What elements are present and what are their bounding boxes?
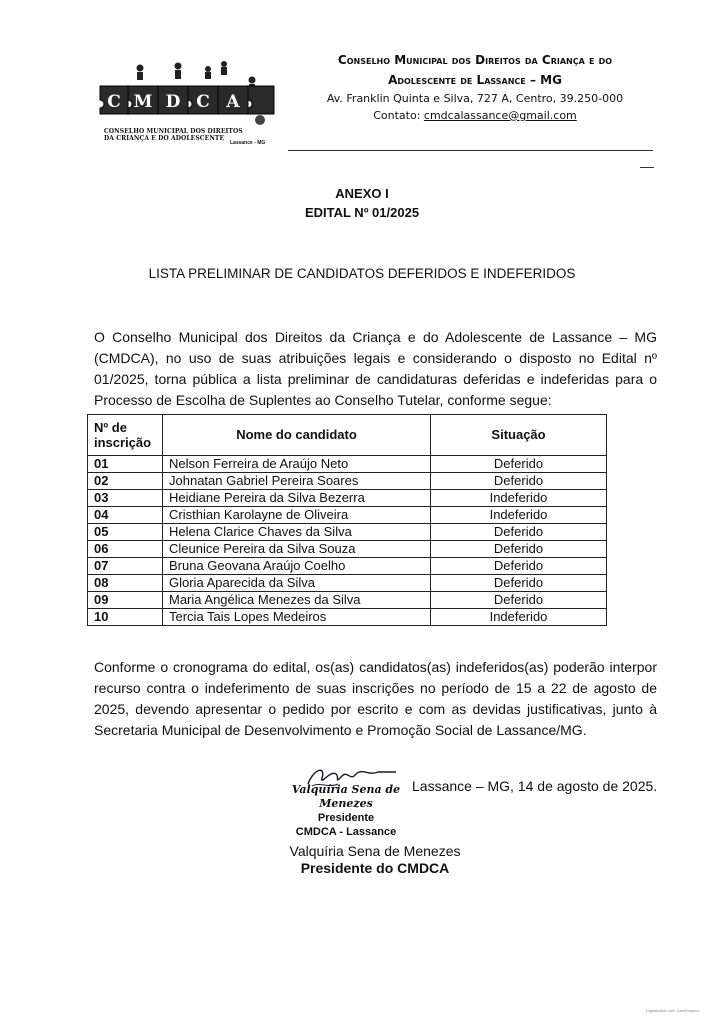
row-name: Gloria Aparecida da Silva: [163, 575, 431, 592]
header-divider: [288, 150, 653, 151]
stamp-name: Valquíria Sena de Menezes: [291, 783, 401, 810]
table-row: [88, 456, 607, 473]
letterhead-title-line1: Conselho Municipal dos Direitos da Criança e do: [337, 53, 613, 67]
logo-city: Lassance - MG: [230, 140, 266, 146]
date-line: Lassance – MG, 14 de agosto de 2025.: [412, 778, 658, 794]
logo-letter-1: C: [107, 92, 121, 112]
table-header-row: [88, 415, 607, 456]
table-row: [88, 592, 607, 609]
row-status: Deferido: [431, 592, 607, 609]
header-number-line1: Nº de: [94, 420, 127, 435]
header-divider-dash: [640, 167, 654, 168]
stamp-role: Presidente: [317, 812, 375, 824]
scanner-watermark: Digitalizado com CamScanner: [646, 1008, 700, 1013]
letterhead-address: Av. Franklin Quinta e Silva, 727 A, Centro, 39.250-000: [326, 92, 624, 105]
row-number: 05: [88, 524, 163, 541]
row-status: Deferido: [431, 524, 607, 541]
table-row: [88, 490, 607, 507]
table-row: [88, 609, 607, 626]
row-status: Deferido: [431, 473, 607, 490]
table-row: [88, 473, 607, 490]
edital-heading: EDITAL Nº 01/2025: [304, 205, 420, 220]
logo-caption-line1: CONSELHO MUNICIPAL DOS DIREITOS: [104, 128, 243, 135]
logo-letter-5: A: [226, 92, 240, 112]
president-stamp: [276, 783, 416, 839]
row-status: Indeferido: [431, 507, 607, 524]
logo-caption-line2: DA CRIANÇA E DO ADOLESCENTE: [104, 135, 225, 142]
stamp-org: CMDCA - Lassance: [295, 826, 397, 838]
contact-email-link[interactable]: cmdcalassance@gmail.com: [423, 109, 577, 122]
logo-letter-3: D: [165, 92, 181, 112]
annex-heading: ANEXO I: [335, 186, 389, 201]
table-row: [88, 524, 607, 541]
row-number: 06: [88, 541, 163, 558]
row-name: Heidiane Pereira da Silva Bezerra: [163, 490, 431, 507]
header-status: Situação: [431, 415, 607, 456]
signatory-role: Presidente do CMDCA: [300, 860, 450, 876]
letterhead-contact: [300, 107, 650, 124]
row-status: Indeferido: [431, 490, 607, 507]
table-row: [88, 575, 607, 592]
list-title: LISTA PRELIMINAR DE CANDIDATOS DEFERIDOS E INDEFERIDOS: [148, 266, 576, 281]
row-name: Tercia Tais Lopes Medeiros: [163, 609, 431, 626]
header-number-line2: inscrição: [94, 435, 152, 450]
signatory-name: Valquíria Sena de Menezes: [289, 843, 461, 859]
row-number: 08: [88, 575, 163, 592]
logo-letter-4: C: [196, 92, 210, 112]
candidates-table: [87, 414, 607, 626]
row-name: Bruna Geovana Araújo Coelho: [163, 558, 431, 575]
letterhead: [300, 50, 650, 124]
row-number: 07: [88, 558, 163, 575]
table-row: [88, 541, 607, 558]
header-name: Nome do candidato: [163, 415, 431, 456]
row-number: 02: [88, 473, 163, 490]
logo-caption: [104, 128, 243, 142]
header-number: [88, 415, 163, 456]
row-name: Nelson Ferreira de Araújo Neto: [163, 456, 431, 473]
row-name: Cristhian Karolayne de Oliveira: [163, 507, 431, 524]
row-number: 09: [88, 592, 163, 609]
row-status: Deferido: [431, 558, 607, 575]
row-status: Deferido: [431, 456, 607, 473]
row-status: Deferido: [431, 575, 607, 592]
row-number: 04: [88, 507, 163, 524]
row-status: Deferido: [431, 541, 607, 558]
letterhead-title-line2: Adolescente de Lassance – MG: [388, 73, 562, 87]
row-status: Indeferido: [431, 609, 607, 626]
row-name: Johnatan Gabriel Pereira Soares: [163, 473, 431, 490]
contact-label: Contato:: [373, 109, 424, 122]
row-number: 10: [88, 609, 163, 626]
row-number: 01: [88, 456, 163, 473]
row-number: 03: [88, 490, 163, 507]
table-row: [88, 507, 607, 524]
row-name: Helena Clarice Chaves da Silva: [163, 524, 431, 541]
logo-letter-2: M: [133, 92, 153, 112]
row-name: Maria Angélica Menezes da Silva: [163, 592, 431, 609]
row-name: Cleunice Pereira da Silva Souza: [163, 541, 431, 558]
intro-paragraph: O Conselho Municipal dos Direitos da Criança e do Adolescente de Lassance – MG (CMDCA), no uso de suas atribuições legais e considerando o disposto no Edital nº 01/2025, torna pública a lista preliminar de candidaturas deferidas e indeferidas para o Processo de Escolha de Suplentes ao Conselho Tutelar, conforme segue:: [94, 329, 657, 408]
closing-paragraph: Conforme o cronograma do edital, os(as) candidatos(as) indeferidos(as) poderão interpor recurso contra o indeferimento de suas inscrições no período de 15 a 22 de agosto de 2025, devendo apresentar o pedido por escrito e com as devidas justificativas, junto à Secretaria Municipal de Desenvolvimento e Promoção Social de Lassance/MG.: [94, 659, 657, 738]
puzzle-logo-graphic: [92, 58, 287, 128]
table-row: [88, 558, 607, 575]
